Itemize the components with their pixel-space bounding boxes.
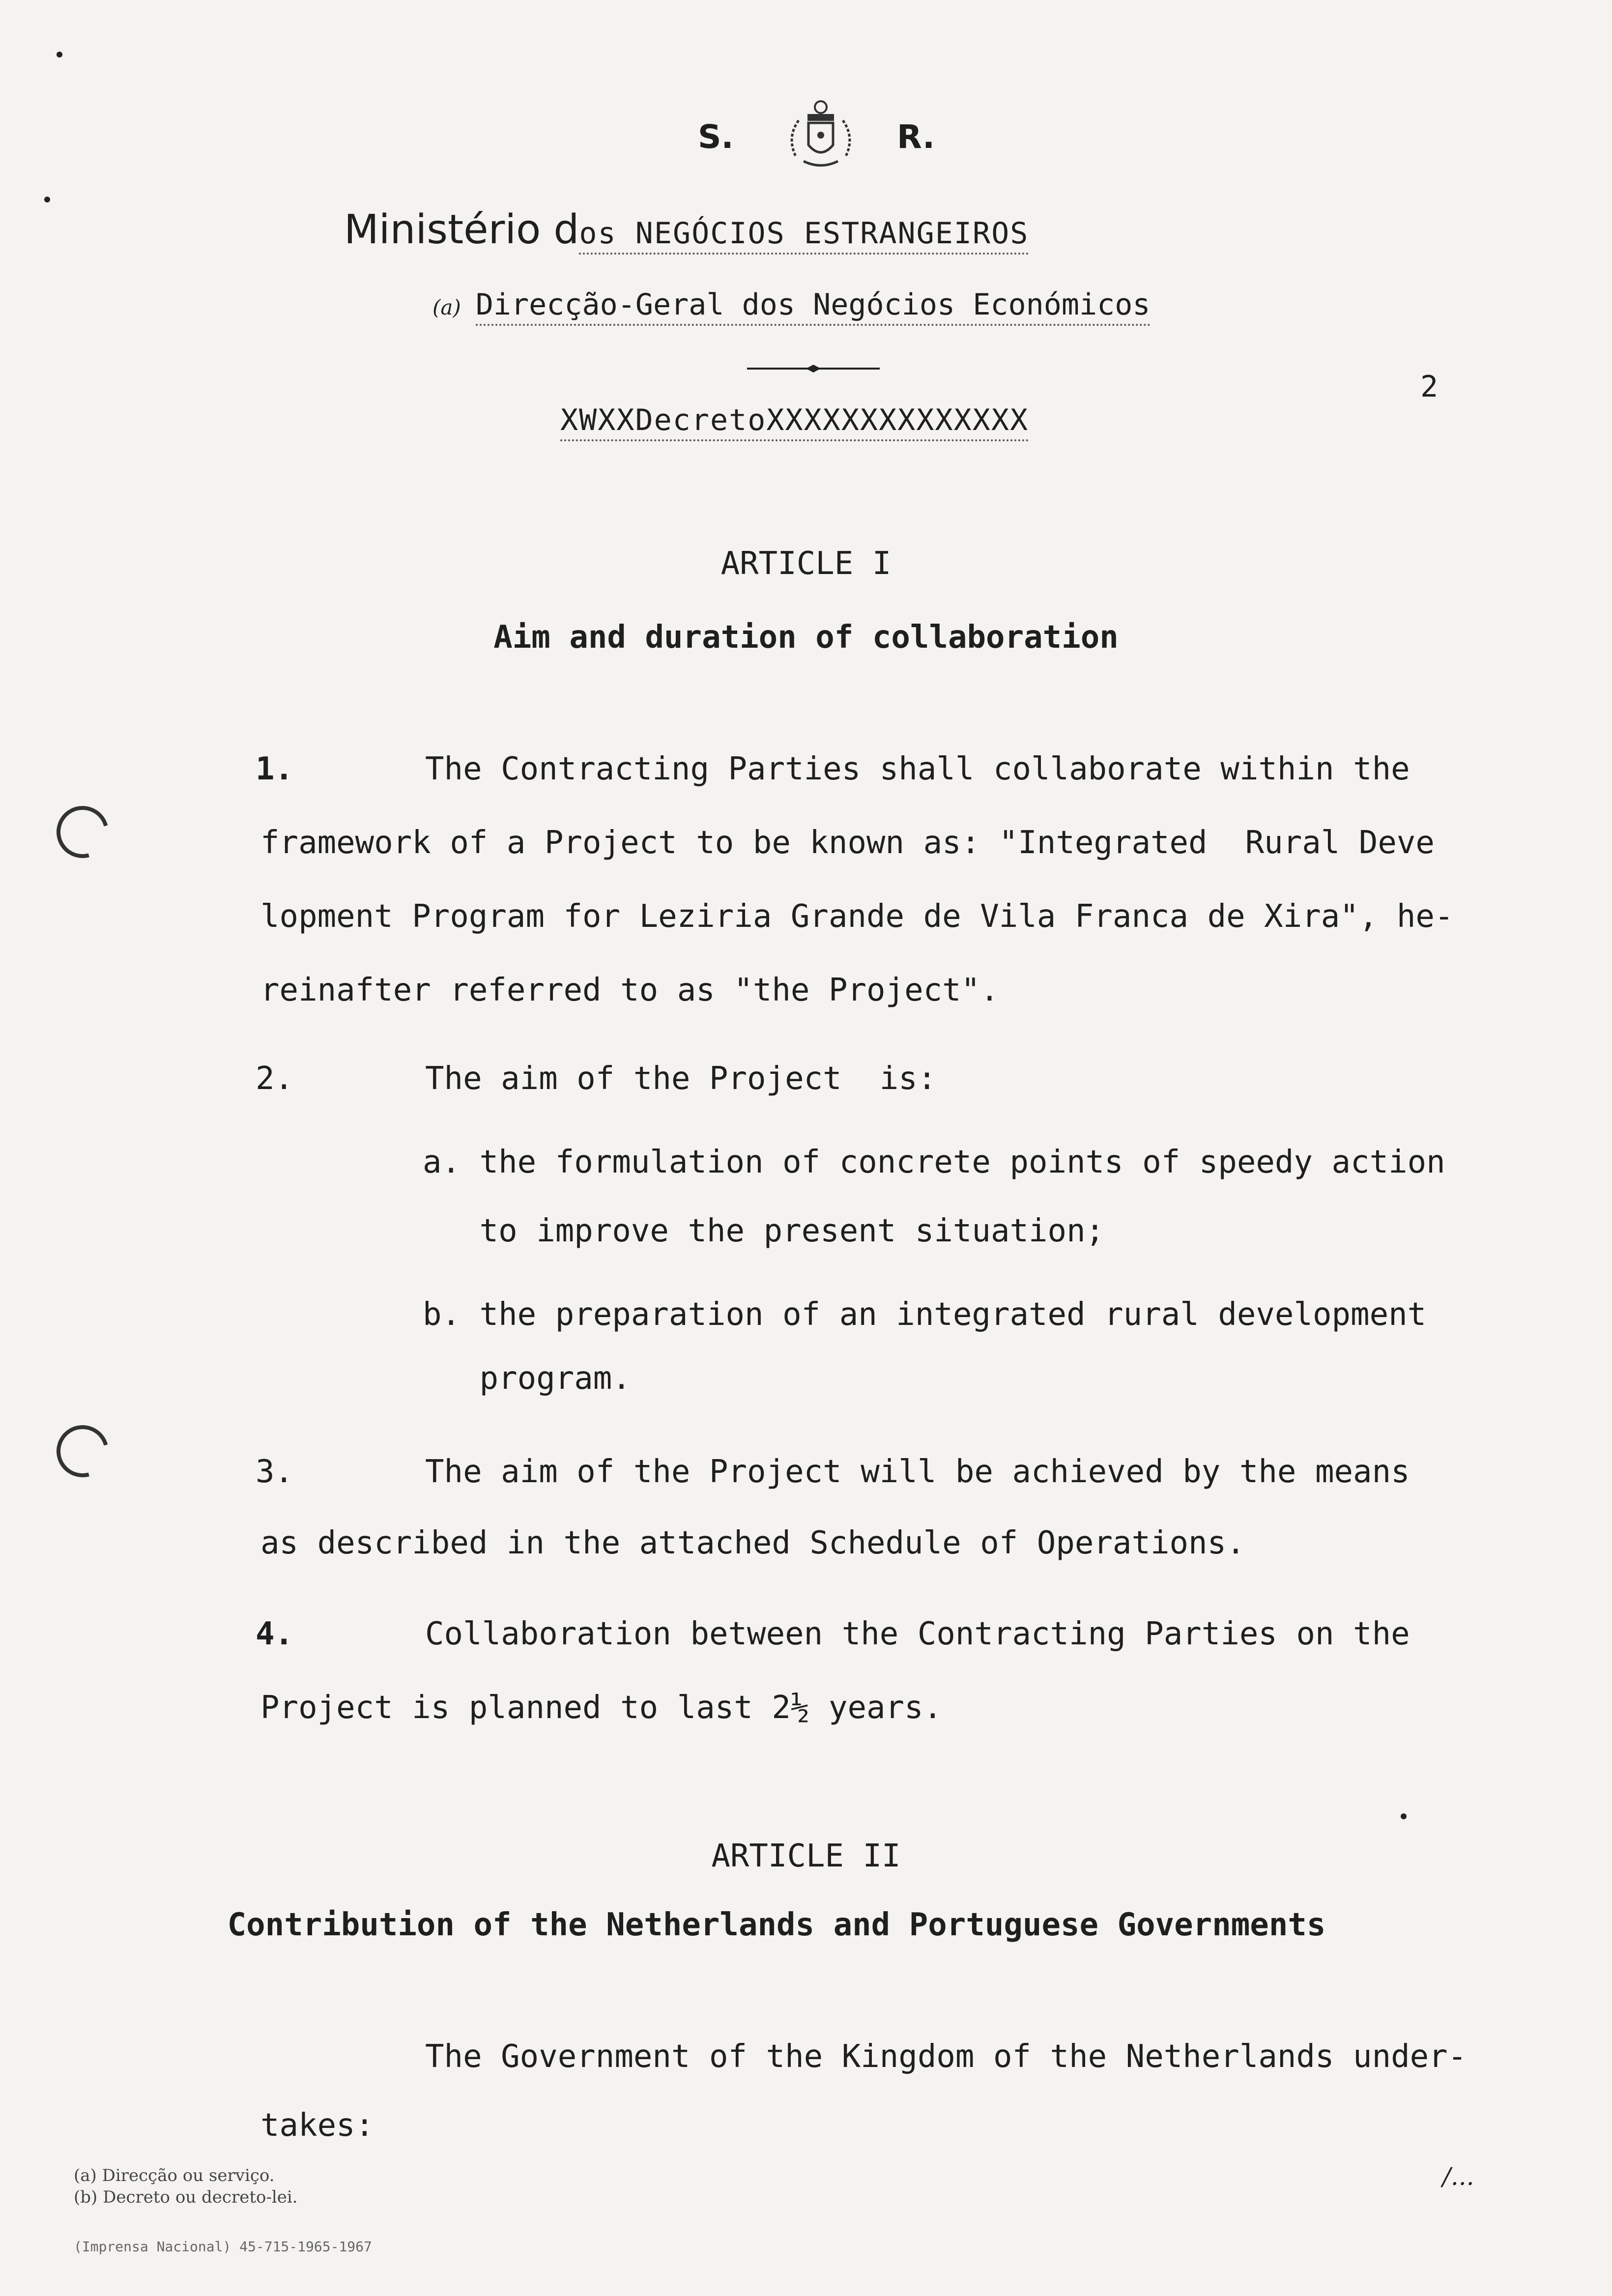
paragraph-1-line-3: lopment Program for Leziria Grande de Vila Franca de Xira", he- xyxy=(260,898,1454,935)
article-2-intro-line-2: takes: xyxy=(260,2107,374,2144)
item-b-line-1: b. the preparation of an integrated rural development xyxy=(423,1296,1427,1333)
footnotes xyxy=(74,2165,298,2208)
item-a-line-1: a. the formulation of concrete points of speedy action xyxy=(423,1144,1445,1180)
punch-hole-mark xyxy=(47,797,118,868)
article-2-intro-line-1: The Government of the Kingdom of the Netherlands under- xyxy=(425,2038,1467,2075)
ministry-prefix: Ministério d xyxy=(344,206,579,253)
direction-footnote-mark: (a) xyxy=(432,295,461,319)
ministry-line xyxy=(344,206,1029,253)
paragraph-2-line: The aim of the Project is: xyxy=(425,1061,937,1097)
letterhead-crest xyxy=(698,98,1003,187)
paragraph-1-line-1: The Contracting Parties shall collaborate within the xyxy=(425,751,1410,787)
item-a-line-2: to improve the present situation; xyxy=(423,1213,1105,1249)
footnote-a: (a) Direcção ou serviço. xyxy=(74,2166,275,2185)
direction-line xyxy=(432,287,1151,322)
continuation-mark: /... xyxy=(1442,2162,1474,2191)
footnote-b: (b) Decreto ou decreto-lei. xyxy=(74,2187,298,2207)
printer-imprint: (Imprensa Nacional) 45-715-1965-1967 xyxy=(74,2239,372,2255)
royal-coat-of-arms-emblem xyxy=(779,98,863,172)
scan-speck xyxy=(57,52,62,57)
article-2-heading: ARTICLE II xyxy=(711,1838,901,1874)
paragraph-4-line-2: Project is planned to last 2½ years. xyxy=(260,1690,943,1726)
scan-speck xyxy=(1401,1813,1407,1819)
page-number: 2 xyxy=(1420,370,1439,404)
punch-hole-mark xyxy=(47,1416,118,1487)
paragraph-3-line-2: as described in the attached Schedule of Operations. xyxy=(260,1525,1245,1561)
direction-name: Direcção-Geral dos Negócios Económicos xyxy=(476,287,1151,326)
paragraph-1-line-4: reinafter referred to as "the Project". xyxy=(260,972,999,1008)
paragraph-1-number: 1. xyxy=(256,751,294,787)
ornament-divider xyxy=(747,364,880,373)
scan-speck xyxy=(44,197,50,202)
item-b-line-2: program. xyxy=(423,1360,631,1397)
crest-letter-right: R. xyxy=(897,118,935,156)
decree-line: XWXXDecretoXXXXXXXXXXXXXX xyxy=(560,403,1029,441)
paragraph-2-number: 2. xyxy=(256,1061,294,1097)
paragraph-3-number: 3. xyxy=(256,1454,294,1490)
paragraph-4-line-1: Collaboration between the Contracting Parties on the xyxy=(425,1616,1410,1652)
article-2-subheading: Contribution of the Netherlands and Portuguese Governments xyxy=(227,1907,1326,1943)
paragraph-4-number: 4. xyxy=(256,1616,294,1652)
crest-letter-left: S. xyxy=(698,118,734,156)
article-1-subheading: Aim and duration of collaboration xyxy=(493,619,1119,656)
paragraph-1-line-2: framework of a Project to be known as: "Integrated Rural Deve xyxy=(260,825,1435,861)
ministry-name: os NEGÓCIOS ESTRANGEIROS xyxy=(579,216,1029,255)
article-1-heading: ARTICLE I xyxy=(720,545,892,582)
paragraph-3-line-1: The aim of the Project will be achieved by the means xyxy=(425,1454,1410,1490)
